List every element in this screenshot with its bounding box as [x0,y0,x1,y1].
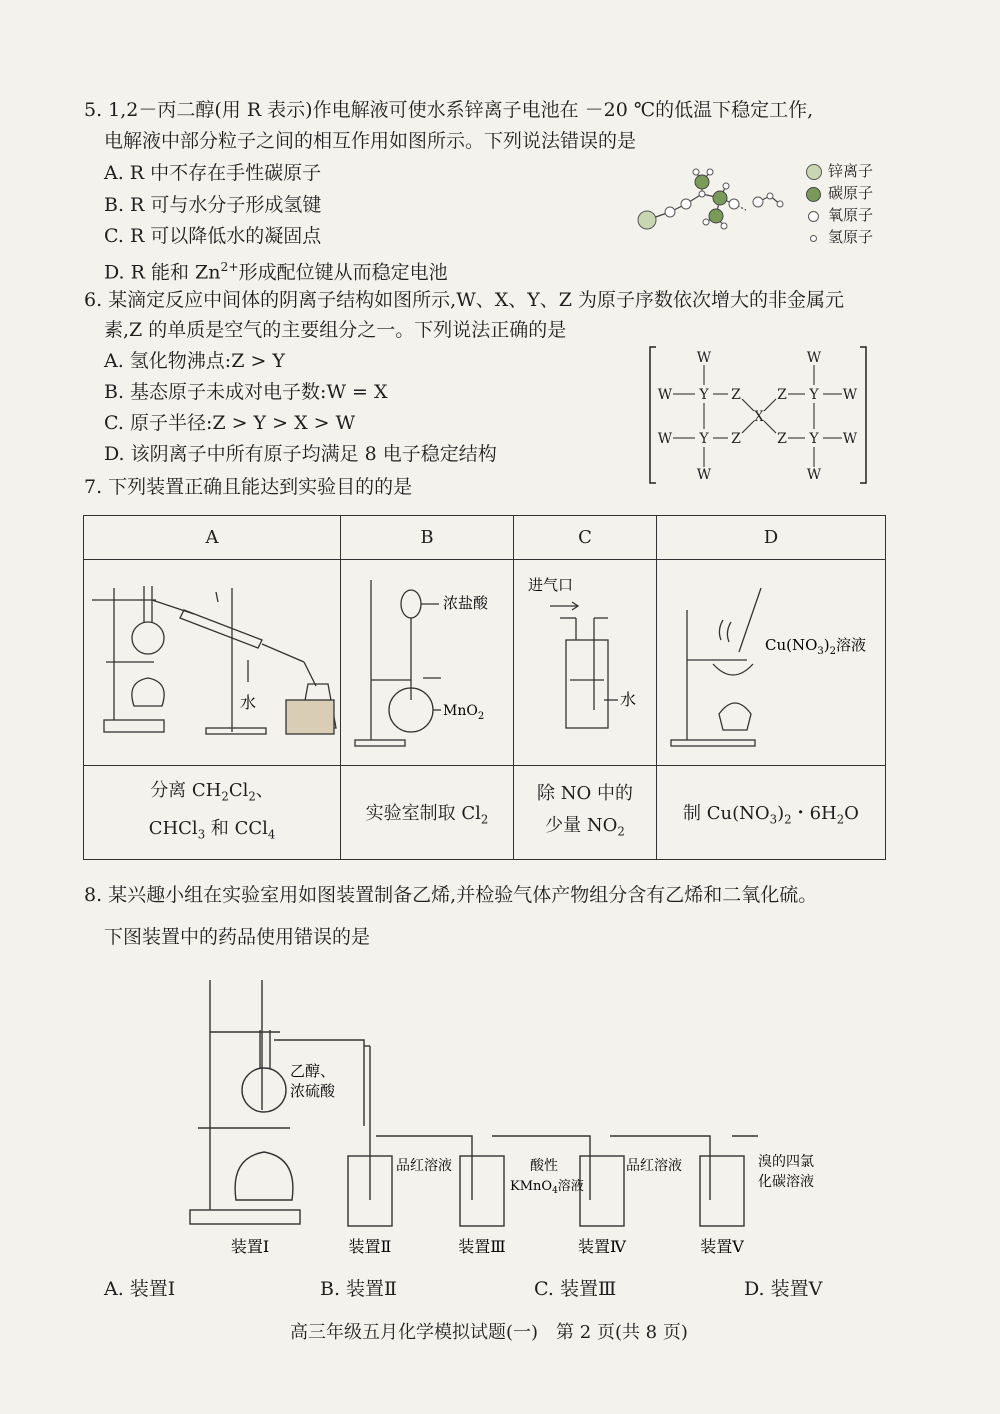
purpose-a-line2: CHCl [148,817,198,839]
q7-purpose-b: 实验室制取 $Cl_2$ [341,766,514,860]
purpose-c-line1: 除 NO 中的 [537,782,633,804]
legend-carbon-label: 碳原子 [828,184,874,202]
evaporation-apparatus [657,560,885,760]
atom-y: Y [699,431,709,447]
q7-header-c: C [514,516,657,560]
legend-zinc-icon [806,164,822,180]
q5-stem-line1: 5. 1,2－丙二醇(用 R 表示)作电解液可使水系锌离子电池在 －20 ℃的低温下稳定工作, [84,99,814,121]
q5-option-d-post: 形成配位键从而稳定电池 [238,261,448,284]
legend-oxygen-icon [808,211,819,222]
q6-stem-line1: 6. 某滴定反应中间体的阴离子结构如图所示,W、X、Y、Z 为原子序数依次增大的非金属元 [84,289,845,311]
q7-figure-d [657,560,886,766]
purpose-d-text: 制 Cu(NO [683,802,770,824]
distillation-apparatus [84,560,340,760]
chlorine-generator [341,560,513,760]
anion-structure [648,345,868,485]
reagent-kmno4: KMnO$_4$溶液 [510,1179,584,1196]
q5-stem-line2: 电解液中部分粒子之间的相互作用如图所示。下列说法错误的是 [104,130,637,152]
device-5: 装置Ⅴ [700,1237,744,1256]
q7-header-a: A [84,516,341,560]
atom-z: Z [731,431,741,447]
purpose-a-line1: 分离 CH [150,779,222,801]
legend-oxygen-label: 氧原子 [828,206,874,224]
q7-header-b: B [341,516,514,560]
q6-option-b: B. 基态原子未成对电子数:W = X [104,381,388,403]
zinc-atom [638,211,656,229]
mno2-label: MnO$_2$ [443,703,485,722]
atom-x: X [754,409,764,425]
atom-w: W [657,431,673,447]
atom-z: Z [777,387,787,403]
atom-w: W [657,387,673,403]
atom-y: Y [809,387,819,403]
q6-option-d: D. 该阴离子中所有原子均满足 8 电子稳定结构 [104,443,497,465]
q7-figure-c [514,560,657,766]
q7-figure-a [84,560,341,766]
reagent-acidic: 酸性 [530,1158,558,1174]
q8-option-c: C. 装置Ⅲ [534,1278,617,1300]
q8-stem-line1: 8. 某兴趣小组在实验室用如图装置制备乙烯,并检验气体产物组分含有乙烯和二氧化硫。 [84,884,818,906]
q6-option-c: C. 原子半径:Z > Y > X > W [104,412,356,434]
molecule-legend [806,160,906,248]
atom-y: Y [699,387,709,403]
purpose-c-line2: 少量 NO [545,814,618,836]
atom-w: W [842,387,858,403]
q5-option-b: B. R 可与水分子形成氢键 [104,194,322,216]
legend-oxygen [806,204,906,226]
page-footer: 高三年级五月化学模拟试题(一) 第 2 页(共 8 页) [290,1322,688,1343]
purpose-b-text: 实验室制取 Cl [365,802,481,824]
reagent-bromine-a: 溴的四氯 [758,1154,814,1170]
atom-w: W [806,467,822,483]
legend-hydrogen-label: 氢原子 [828,228,874,246]
atom-w: W [696,350,712,366]
legend-hydrogen-icon [810,235,817,242]
q6-option-a: A. 氢化物沸点:Z > Y [104,350,285,372]
inlet-label: 进气口 [528,576,574,594]
water-label-c: 水 [620,690,637,709]
device-2: 装置Ⅱ [348,1237,392,1256]
q8-option-b: B. 装置Ⅱ [320,1278,397,1300]
q8-stem-line2: 下图装置中的药品使用错误的是 [104,926,371,948]
q7-purpose-c: 除 NO 中的 少量 $NO_2$ [514,766,657,860]
atom-w: W [806,350,822,366]
reagent-sulfuric: 浓硫酸 [290,1082,336,1100]
atom-w: W [696,467,712,483]
q5-option-a: A. R 中不存在手性碳原子 [104,162,322,184]
atom-z: Z [731,387,741,403]
q7-header-d: D [657,516,886,560]
legend-carbon-icon [806,187,821,202]
cuno3-label: $Cu(NO_3)_2$溶液 [765,636,867,657]
q5-option-d-sup: 2+ [220,260,239,274]
legend-hydrogen [806,226,906,248]
q7-stem: 7. 下列装置正确且能达到实验目的的是 [84,476,413,498]
reagent-ethanol: 乙醇、 [290,1062,336,1080]
q8-option-a: A. 装置Ⅰ [104,1278,176,1300]
device-1: 装置Ⅰ [230,1237,270,1256]
q7-purpose-a: 分离 $CH_2Cl_2$、 CHCl$_3$ 和 CCl$_4$ [84,766,341,860]
atom-y: Y [809,431,819,447]
q7-figure-b [341,560,514,766]
ethylene-apparatus [180,960,860,1260]
molecule-figure [630,160,800,240]
legend-zinc [806,160,906,182]
purpose-a-line2b: 和 CCl [205,817,268,839]
atom-z: Z [777,431,787,447]
q5-option-d [104,254,448,285]
q5-option-d-pre: D. R 能和 Zn [104,261,221,284]
q6-stem-line2: 素,Z 的单质是空气的主要组分之一。下列说法正确的是 [104,319,567,341]
q7-table [83,515,886,860]
atom-w: W [842,431,858,447]
water-label-a: 水 [239,693,257,712]
legend-carbon [806,182,906,204]
gas-washing-bottle [514,560,656,760]
reagent-fuchsin-2: 品红溶液 [626,1158,682,1174]
q8-option-d: D. 装置Ⅴ [744,1278,823,1300]
legend-zinc-label: 锌离子 [828,162,874,180]
reagent-bromine-b: 化碳溶液 [758,1174,814,1190]
device-3: 装置Ⅲ [458,1237,506,1256]
q5-option-c: C. R 可以降低水的凝固点 [104,225,322,247]
hcl-label: 浓盐酸 [443,594,489,612]
device-4: 装置Ⅳ [578,1237,626,1256]
q7-purpose-d: 制 $Cu(NO_3)_2$・$6H_2O$ [657,766,886,860]
reagent-fuchsin-1: 品红溶液 [396,1158,452,1174]
